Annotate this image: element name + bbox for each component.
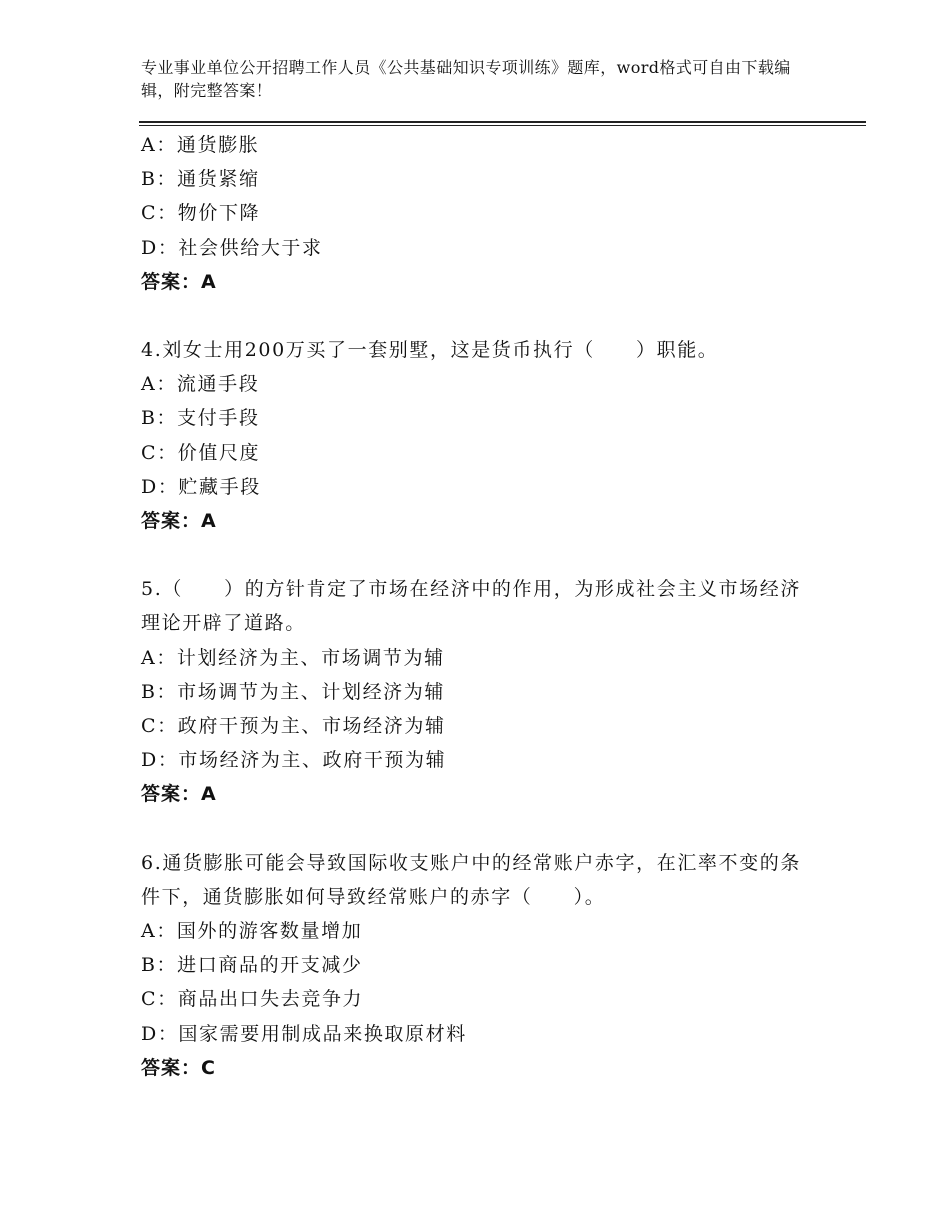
question-list bbox=[141, 128, 841, 1085]
spacer bbox=[141, 812, 841, 846]
option-a: A：计划经济为主、市场调节为辅 bbox=[141, 646, 445, 669]
answer-line: 答案：A bbox=[141, 270, 217, 293]
option-b: B：市场调节为主、计划经济为辅 bbox=[141, 680, 445, 703]
header-divider-thin bbox=[139, 125, 866, 126]
option-d: D：贮藏手段 bbox=[141, 475, 261, 498]
option-d: D：社会供给大于求 bbox=[141, 236, 323, 259]
option-d: D：国家需要用制成品来换取原材料 bbox=[141, 1022, 467, 1045]
question-3-continued bbox=[141, 128, 841, 299]
question-stem: 6.通货膨胀可能会导致国际收支账户中的经常账户赤字，在汇率不变的条件下，通货膨胀如何导致经常账户的赤字（ ）。 bbox=[141, 851, 801, 908]
answer-line: 答案：A bbox=[141, 783, 217, 806]
question-stem: 5.（ ）的方针肯定了市场在经济中的作用，为形成社会主义市场经济理论开辟了道路。 bbox=[141, 578, 801, 635]
option-c: C：物价下降 bbox=[141, 202, 261, 225]
question-4 bbox=[141, 333, 841, 538]
option-a: A：通货膨胀 bbox=[141, 134, 260, 156]
header-divider-thick bbox=[139, 121, 866, 123]
question-5 bbox=[141, 572, 841, 811]
option-c: C：价值尺度 bbox=[141, 441, 261, 464]
option-c: C：政府干预为主、市场经济为辅 bbox=[141, 715, 446, 738]
option-b: B：通货紧缩 bbox=[141, 168, 260, 191]
option-b: B：支付手段 bbox=[141, 407, 260, 430]
spacer bbox=[141, 538, 841, 572]
option-a: A：流通手段 bbox=[141, 373, 260, 396]
option-d: D：市场经济为主、政府干预为辅 bbox=[141, 749, 447, 772]
answer-line: 答案：C bbox=[141, 1056, 216, 1079]
option-b: B：进口商品的开支减少 bbox=[141, 954, 363, 977]
spacer bbox=[141, 299, 841, 333]
option-a: A：国外的游客数量增加 bbox=[141, 920, 363, 943]
option-c: C：商品出口失去竞争力 bbox=[141, 988, 364, 1011]
answer-line: 答案：A bbox=[141, 510, 217, 533]
page-header: 专业事业单位公开招聘工作人员《公共基础知识专项训练》题库，word格式可自由下载编辑，附完整答案！ bbox=[141, 58, 791, 100]
question-stem: 4.刘女士用200万买了一套别墅，这是货币执行（ ）职能。 bbox=[141, 339, 719, 362]
question-6 bbox=[141, 846, 841, 1085]
